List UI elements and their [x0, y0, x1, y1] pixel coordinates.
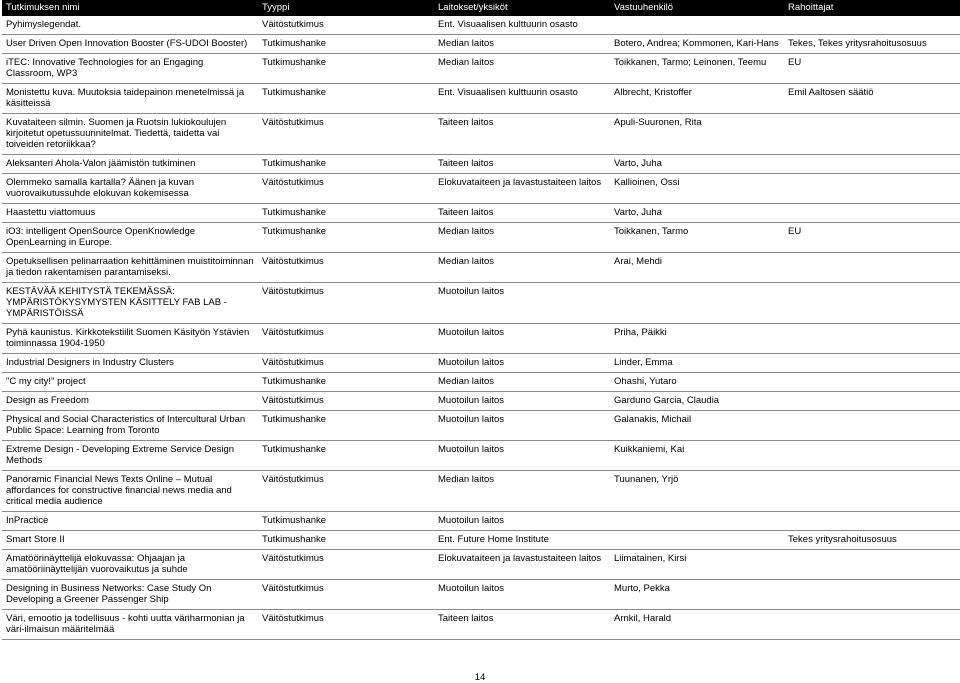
funders-cell [784, 373, 960, 392]
department-cell: Taiteen laitos [438, 207, 494, 218]
table-row [2, 223, 960, 253]
research-name-cell: Opetuksellisen pelinarraation kehittäminen muistitoiminnan ja tiedon rakentamisen parantamiseksi. [6, 256, 254, 278]
type-cell: Väitöstutkimus [262, 357, 324, 368]
research-table [2, 0, 960, 640]
table-row [2, 16, 960, 35]
table-row [2, 531, 960, 550]
department-cell: Median laitos [438, 474, 494, 485]
table-row [2, 54, 960, 84]
type-cell: Tutkimushanke [262, 534, 327, 545]
funders-cell [784, 550, 960, 580]
type-cell: Väitöstutkimus [262, 395, 324, 406]
department-cell: Taiteen laitos [438, 613, 494, 624]
responsible-person-cell: Murto, Pekka [614, 583, 670, 594]
header-type: Tyyppi [258, 0, 434, 16]
type-cell: Tutkimushanke [262, 226, 327, 237]
table-row [2, 580, 960, 610]
table-row [2, 84, 960, 114]
type-cell: Tutkimushanke [262, 207, 327, 218]
responsible-person-cell: Apuli-Suuronen, Rita [614, 117, 702, 128]
funders-cell [784, 253, 960, 283]
responsible-person-cell: Botero, Andrea; Kommonen, Kari-Hans [614, 38, 779, 49]
funders-cell [784, 441, 960, 471]
department-cell: Muotoilun laitos [438, 286, 505, 297]
department-cell: Muotoilun laitos [438, 444, 505, 455]
table-row [2, 441, 960, 471]
research-name-cell: Väri, emootio ja todellisuus - kohti uutta väriharmonian ja väri-ilmaisun määritelmää [6, 613, 245, 635]
table-row [2, 114, 960, 155]
funders-cell [784, 324, 960, 354]
type-cell: Väitöstutkimus [262, 327, 324, 338]
department-cell: Taiteen laitos [438, 158, 494, 169]
type-cell: Tutkimushanke [262, 57, 327, 68]
responsible-person-cell [610, 283, 784, 324]
research-name-cell: Panoramic Financial News Texts Online – Mutual affordances for constructive financial news media and critical media audience [6, 474, 232, 507]
department-cell: Muotoilun laitos [438, 515, 505, 526]
department-cell: Taiteen laitos [438, 117, 494, 128]
research-name-cell: "C my city!" project [6, 376, 86, 387]
department-cell: Ent. Visuaalisen kulttuurin osasto [438, 19, 578, 30]
research-name-cell: Monistettu kuva. Muutoksia taidepainon menetelmissä ja käsitteissä [6, 87, 245, 109]
table-row [2, 354, 960, 373]
responsible-person-cell: Liimatainen, Kirsi [614, 553, 687, 564]
funders-cell [784, 114, 960, 155]
type-cell: Tutkimushanke [262, 87, 327, 98]
responsible-person-cell [610, 16, 784, 35]
table-row [2, 174, 960, 204]
table-row [2, 35, 960, 54]
research-name-cell: Designing in Business Networks: Case Study On Developing a Greener Passenger Ship [6, 583, 212, 605]
department-cell: Muotoilun laitos [438, 327, 505, 338]
department-cell: Median laitos [438, 38, 494, 49]
header-funders: Rahoittajat [784, 0, 960, 16]
type-cell: Tutkimushanke [262, 414, 327, 425]
funders-cell [784, 610, 960, 640]
research-name-cell: iTEC: Innovative Technologies for an Engaging Classroom, WP3 [6, 57, 204, 79]
department-cell: Median laitos [438, 256, 494, 267]
header-research-name: Tutkimuksen nimi [2, 0, 258, 16]
responsible-person-cell: Garduno Garcia, Claudia [614, 395, 720, 406]
funders-cell: EU [788, 57, 802, 68]
research-name-cell: Extreme Design - Developing Extreme Service Design Methods [6, 444, 235, 466]
header-row [2, 0, 960, 16]
funders-cell [784, 411, 960, 441]
type-cell: Väitöstutkimus [262, 613, 324, 624]
department-cell: Muotoilun laitos [438, 414, 505, 425]
funders-cell [784, 204, 960, 223]
responsible-person-cell: Arnkil, Harald [614, 613, 672, 624]
table-row [2, 411, 960, 441]
table-row [2, 392, 960, 411]
type-cell: Väitöstutkimus [262, 474, 324, 485]
responsible-person-cell: Ohashi, Yutaro [614, 376, 677, 387]
type-cell: Väitöstutkimus [262, 583, 324, 594]
department-cell: Elokuvataiteen ja lavastustaiteen laitos [438, 177, 602, 188]
table-row [2, 373, 960, 392]
department-cell: Ent. Visuaalisen kulttuurin osasto [438, 87, 578, 98]
responsible-person-cell: Kallioinen, Ossi [614, 177, 680, 188]
type-cell: Tutkimushanke [262, 38, 327, 49]
funders-cell: Emil Aaltosen säätiö [788, 87, 874, 98]
responsible-person-cell: Kuikkaniemi, Kai [614, 444, 685, 455]
responsible-person-cell: Linder, Emma [614, 357, 673, 368]
research-name-cell: Pyhä kaunistus. Kirkkotekstiilit Suomen Käsityön Ystävien toiminnassa 1904-1950 [6, 327, 250, 349]
research-name-cell: Haastettu viattomuus [6, 207, 96, 218]
funders-cell [784, 580, 960, 610]
responsible-person-cell: Priha, Päikki [614, 327, 667, 338]
research-name-cell: Olemmeko samalla kartalla? Äänen ja kuvan vuorovaikutussuhde elokuvan kokemisessa [6, 177, 194, 199]
table-row [2, 550, 960, 580]
funders-cell: Tekes, Tekes yritysrahoitusosuus [788, 38, 927, 49]
header-department: Laitokset/yksiköt [434, 0, 610, 16]
funders-cell [784, 392, 960, 411]
research-name-cell: Pyhimyslegendat. [6, 19, 81, 30]
responsible-person-cell: Galanakis, Michail [614, 414, 692, 425]
table-body [2, 16, 960, 640]
type-cell: Väitöstutkimus [262, 177, 324, 188]
department-cell: Muotoilun laitos [438, 395, 505, 406]
table-row [2, 253, 960, 283]
funders-cell [784, 512, 960, 531]
responsible-person-cell: Varto, Juha [614, 158, 662, 169]
table-row [2, 204, 960, 223]
responsible-person-cell [610, 531, 784, 550]
header-responsible-person: Vastuuhenkilö [610, 0, 784, 16]
type-cell: Väitöstutkimus [262, 117, 324, 128]
table-row [2, 324, 960, 354]
type-cell: Väitöstutkimus [262, 256, 324, 267]
funders-cell [784, 174, 960, 204]
department-cell: Median laitos [438, 57, 494, 68]
responsible-person-cell [610, 512, 784, 531]
page-number: 14 [474, 672, 486, 683]
funders-cell [784, 354, 960, 373]
department-cell: Elokuvataiteen ja lavastustaiteen laitos [438, 553, 602, 564]
research-name-cell: Aleksanteri Ahola-Valon jäämistön tutkiminen [6, 158, 196, 169]
research-name-cell: KESTÄVÄÄ KEHITYSTÄ TEKEMÄSSÄ: YMPÄRISTÖKYSYMYSTEN KÄSITTELY FAB LAB -YMPÄRISTÖISSÄ [6, 286, 227, 319]
funders-cell [784, 283, 960, 324]
type-cell: Väitöstutkimus [262, 19, 324, 30]
funders-cell [784, 155, 960, 174]
type-cell: Väitöstutkimus [262, 286, 324, 297]
department-cell: Median laitos [438, 376, 494, 387]
funders-cell: EU [788, 226, 802, 237]
type-cell: Tutkimushanke [262, 376, 327, 387]
department-cell: Muotoilun laitos [438, 357, 505, 368]
research-name-cell: Industrial Designers in Industry Clusters [6, 357, 174, 368]
research-name-cell: iO3: intelligent OpenSource OpenKnowledge OpenLearning in Europe. [6, 226, 196, 248]
research-name-cell: Amatöörinäyttelijä elokuvassa: Ohjaajan ja amatööriinäyttelijän vuorovaikutus ja suhde [6, 553, 188, 575]
research-name-cell: Design as Freedom [6, 395, 89, 406]
document-page [2, 0, 960, 640]
type-cell: Tutkimushanke [262, 158, 327, 169]
research-name-cell: InPractice [6, 515, 49, 526]
responsible-person-cell: Tuunanen, Yrjö [614, 474, 679, 485]
research-name-cell: Kuvataiteen silmin. Suomen ja Ruotsin lukiokoulujen kirjoitetut opetussuunnitelmat. Tiedettä, taidetta vai toiveiden retoriikkaa? [6, 117, 227, 150]
type-cell: Väitöstutkimus [262, 553, 324, 564]
funders-cell: Tekes yritysrahoitusosuus [788, 534, 897, 545]
table-row [2, 471, 960, 512]
table-header [2, 0, 960, 16]
department-cell: Median laitos [438, 226, 494, 237]
responsible-person-cell: Arai, Mehdi [614, 256, 663, 267]
type-cell: Tutkimushanke [262, 444, 327, 455]
department-cell: Ent. Future Home Institute [438, 534, 549, 545]
responsible-person-cell: Toikkanen, Tarmo; Leinonen, Teemu [614, 57, 767, 68]
responsible-person-cell: Varto, Juha [614, 207, 662, 218]
research-name-cell: Smart Store II [6, 534, 65, 545]
responsible-person-cell: Albrecht, Kristoffer [614, 87, 692, 98]
responsible-person-cell: Toikkanen, Tarmo [614, 226, 689, 237]
funders-cell [784, 16, 960, 35]
table-row [2, 610, 960, 640]
funders-cell [784, 471, 960, 512]
research-name-cell: Physical and Social Characteristics of Intercultural Urban Public Space: Learning from Toronto [6, 414, 246, 436]
research-name-cell: User Driven Open Innovation Booster (FS-UDOI Booster) [6, 38, 248, 49]
type-cell: Tutkimushanke [262, 515, 327, 526]
table-row [2, 155, 960, 174]
department-cell: Muotoilun laitos [438, 583, 505, 594]
table-row [2, 283, 960, 324]
table-row [2, 512, 960, 531]
